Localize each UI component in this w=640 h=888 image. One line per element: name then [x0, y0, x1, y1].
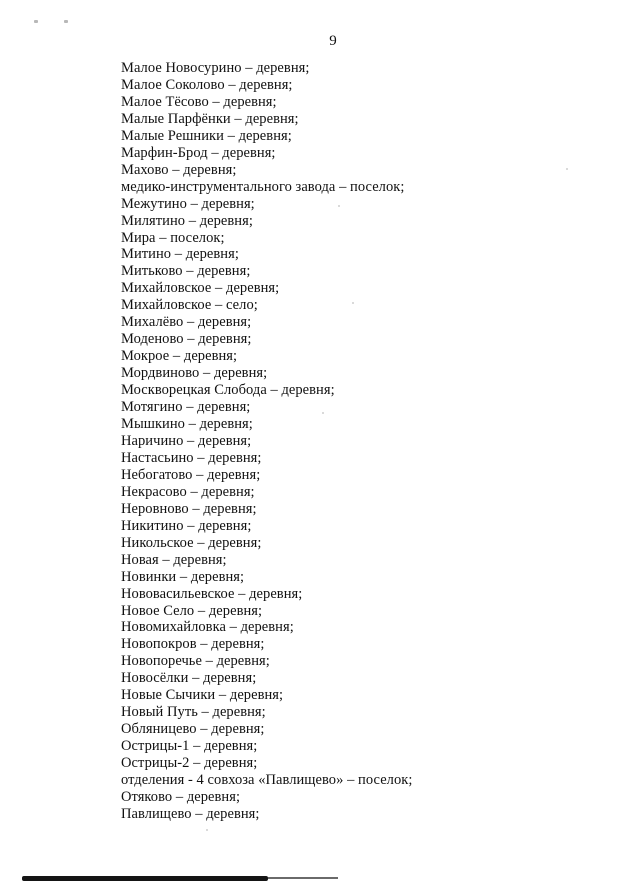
settlement-entry: Мокрое – деревня; — [121, 348, 238, 365]
settlement-entry: Митьково – деревня; — [121, 263, 251, 280]
scan-bottom-edge-tail — [268, 877, 338, 879]
scan-artifact-mark — [34, 20, 38, 23]
settlement-entry: Настасьино – деревня; — [121, 449, 262, 466]
settlement-entry: Новопокров – деревня; — [121, 636, 265, 653]
settlement-entry: Новосёлки – деревня; — [121, 670, 257, 687]
page-number: 9 — [329, 33, 337, 49]
settlement-entry: Михайловское – село; — [121, 297, 258, 314]
settlement-list — [121, 60, 412, 823]
settlement-entry: Новинки – деревня; — [121, 568, 245, 585]
scan-speck — [566, 168, 568, 170]
settlement-entry: Мира – поселок; — [121, 229, 225, 246]
settlement-entry: Неровново – деревня; — [121, 500, 257, 517]
settlement-entry: Никольское – деревня; — [121, 534, 262, 551]
settlement-entry: Михайловское – деревня; — [121, 280, 280, 297]
settlement-entry: Нововасильевское – деревня; — [121, 585, 303, 602]
settlement-entry: Малое Новосурино – деревня; — [121, 60, 310, 76]
settlement-entry: Никитино – деревня; — [121, 517, 252, 534]
settlement-entry: медико-инструментального завода – поселок; — [121, 178, 405, 195]
settlement-entry: Милятино – деревня; — [121, 212, 253, 229]
settlement-entry: Небогатово – деревня; — [121, 466, 261, 483]
scan-bottom-edge — [22, 876, 268, 881]
settlement-entry: Новопоречье – деревня; — [121, 653, 270, 670]
settlement-entry: Мордвиново – деревня; — [121, 365, 268, 382]
settlement-entry: Острицы-2 – деревня; — [121, 755, 258, 772]
settlement-entry: Некрасово – деревня; — [121, 483, 255, 500]
scan-speck — [206, 829, 208, 831]
settlement-entry: Новое Село – деревня; — [121, 602, 263, 619]
settlement-entry: Малые Парфёнки – деревня; — [121, 110, 299, 127]
scan-artifact-mark — [64, 20, 68, 23]
settlement-entry: Моденово – деревня; — [121, 331, 252, 348]
settlement-entry: Марфин-Брод – деревня; — [121, 144, 276, 161]
settlement-entry: Новомихайловка – деревня; — [121, 619, 294, 636]
settlement-entry: Обляницево – деревня; — [121, 721, 265, 738]
settlement-entry: Махово – деревня; — [121, 161, 237, 178]
settlement-entry: Отяково – деревня; — [121, 788, 241, 805]
settlement-entry: Малое Тёсово – деревня; — [121, 93, 277, 110]
settlement-entry: Москворецкая Слобода – деревня; — [121, 382, 335, 399]
settlement-entry: Мышкино – деревня; — [121, 416, 253, 433]
settlement-entry: Новая – деревня; — [121, 551, 227, 568]
settlement-entry: Межутино – деревня; — [121, 195, 255, 212]
settlement-entry: Митино – деревня; — [121, 246, 239, 263]
settlement-entry: Наричино – деревня; — [121, 432, 252, 449]
settlement-entry: Малые Решники – деревня; — [121, 127, 292, 144]
settlement-entry: Новые Сычики – деревня; — [121, 687, 284, 704]
settlement-entry: отделения - 4 совхоза «Павлищево» – поселок; — [121, 772, 413, 789]
settlement-entry: Павлищево – деревня; — [121, 805, 260, 822]
settlement-entry: Малое Соколово – деревня; — [121, 76, 293, 93]
settlement-entry: Мотягино – деревня; — [121, 399, 251, 416]
settlement-entry: Новый Путь – деревня; — [121, 704, 266, 721]
settlement-entry: Острицы-1 – деревня; — [121, 738, 258, 755]
settlement-entry: Михалёво – деревня; — [121, 314, 252, 331]
